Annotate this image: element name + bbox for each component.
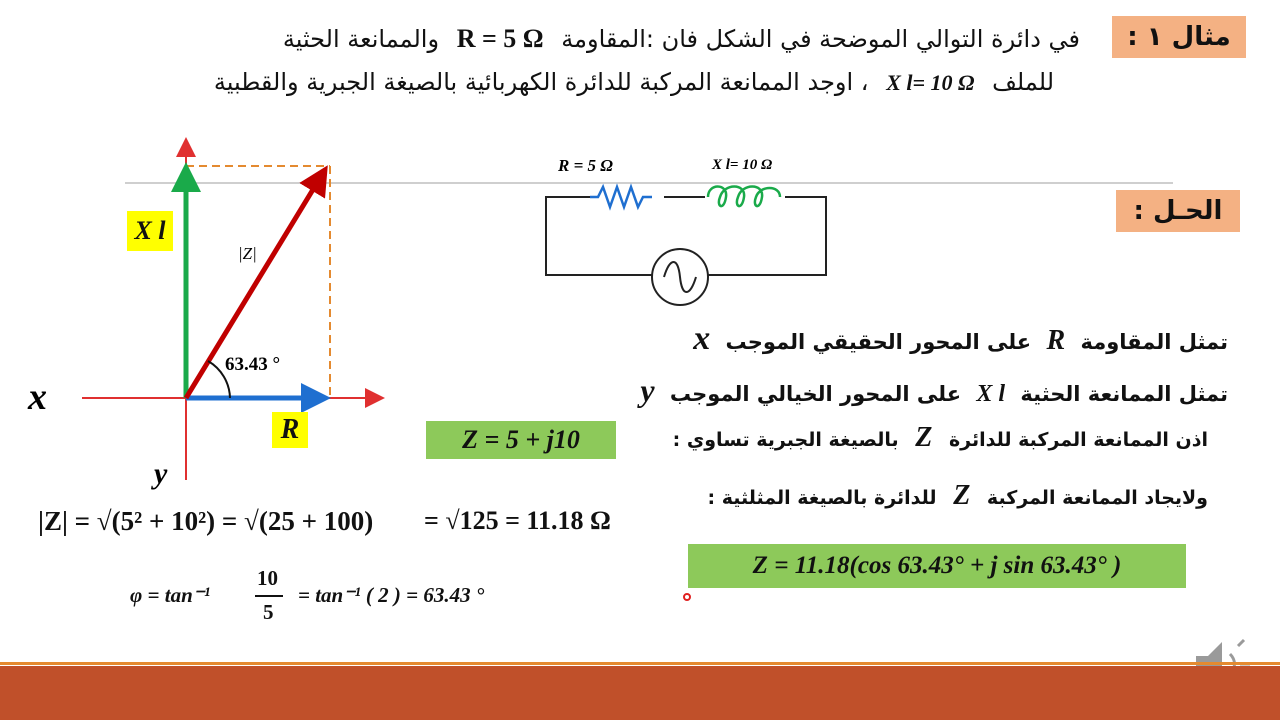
example-badge: مثال ١ :: [1112, 16, 1246, 58]
phi-fraction-bar: [255, 595, 283, 597]
explain2-text2: على المحور الخيالي الموجب: [669, 382, 962, 406]
circuit-r-label: R = 5 Ω: [558, 156, 613, 175]
explain-line-2: [632, 372, 1228, 409]
explain2-axis: y: [640, 372, 655, 408]
header-xl-value: X l= 10 Ω: [886, 70, 975, 95]
footer-bar: [0, 666, 1280, 720]
xl-label-box: X l: [127, 211, 173, 251]
explain3-text: اذن الممانعة المركبة للدائرة: [948, 429, 1208, 451]
circuit-xl-label: X l= 10 Ω: [712, 157, 773, 173]
laser-pointer-dot: [683, 593, 691, 601]
polar-form-box: Z = 11.18(cos 63.43° + j sin 63.43° ): [688, 544, 1186, 588]
r-label-box: R: [272, 412, 308, 448]
y-axis-label: y: [154, 457, 168, 490]
phasor-diagram: [20, 135, 420, 495]
explain2-var: X l: [976, 381, 1006, 407]
circuit-diagram: [540, 145, 840, 315]
phi-prefix: φ = tan⁻¹: [130, 583, 211, 607]
algebraic-form-box: Z = 5 + j10: [426, 421, 616, 459]
footer-accent-line: [0, 662, 1280, 665]
z-magnitude-label: |Z|: [238, 244, 257, 263]
explain1-text2: على المحور الحقيقي الموجب: [725, 330, 1032, 354]
header-line1-after: والممانعة الحثية: [282, 25, 440, 53]
x-axis-label: x: [28, 376, 47, 418]
explain1-var: R: [1046, 325, 1066, 356]
angle-label: 63.43 °: [225, 354, 281, 375]
header-r-value: R = 5 Ω: [456, 24, 544, 53]
magnitude-equation: |Z| = √(5² + 10²) = √(25 + 100): [38, 506, 374, 536]
phi-denominator: 5: [263, 600, 274, 624]
phi-equation: [130, 566, 570, 626]
explain1-axis: x: [693, 320, 711, 357]
explain3-var: Z: [915, 422, 933, 453]
explain2-text: تمثل الممانعة الحثية: [1020, 382, 1228, 406]
solution-badge: الحـل :: [1116, 190, 1240, 232]
explain1-text: تمثل المقاومة: [1080, 330, 1228, 354]
header-line1-before: في دائرة التوالي الموضحة في الشكل فان :المقاومة: [561, 25, 1080, 53]
explain4-text: ولايجاد الممانعة المركبة: [986, 487, 1208, 509]
explain-line-1: [685, 320, 1228, 358]
explain-line-3: [673, 422, 1208, 454]
explain-line-4: [708, 480, 1209, 512]
header-line2-after: ، اوجد الممانعة المركبة للدائرة الكهربائية بالصيغة الجبرية والقطبية: [213, 68, 869, 96]
explain4-text2: للدائرة بالصيغة المثلثية :: [707, 487, 937, 509]
header-line2-before: للملف: [992, 68, 1054, 96]
header-line-2: [214, 68, 1054, 96]
explain3-text2: بالصيغة الجبرية تساوي :: [672, 429, 899, 451]
explain4-var: Z: [953, 480, 971, 511]
phi-numerator: 10: [257, 566, 278, 590]
magnitude-result: = √125 = 11.18 Ω: [424, 506, 611, 535]
phi-suffix: = tan⁻¹ ( 2 ) = 63.43 °: [298, 583, 485, 607]
header-line-1: [283, 24, 1080, 54]
